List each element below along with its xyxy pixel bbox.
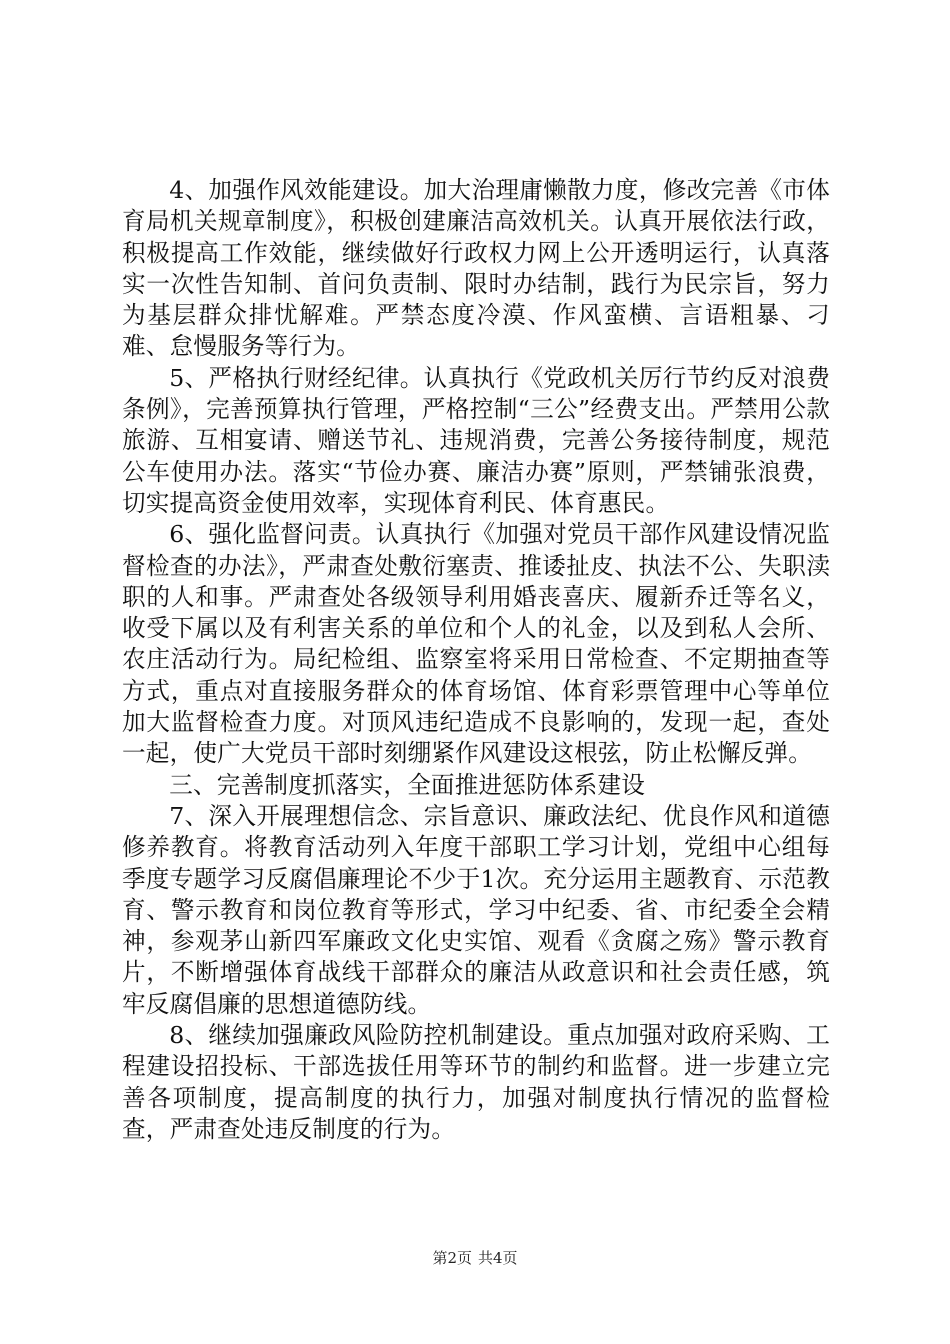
section-heading-3: 三、完善制度抓落实，全面推进惩防体系建设 — [169, 770, 646, 799]
paragraph-item-5: 5、严格执行财经纪律。认真执行《党政机关厉行节约反对浪费条例》，完善预算执行管理，严格控制“三公”经费支出。严禁用公款旅游、互相宴请、赠送节礼、违规消费，完善公务接待制度，规范公车使用办法。落实“节俭办赛、廉洁办赛”原则，严禁铺张浪费，切实提高资金使用效率，实现体育利民、体育惠民。 — [122, 363, 830, 517]
page-footer — [0, 1248, 950, 1268]
page-number-current: 第2页 — [432, 1249, 472, 1267]
page-number-total: 共4页 — [478, 1249, 518, 1267]
paragraph-item-4: 4、加强作风效能建设。加大治理庸懒散力度，修改完善《市体育局机关规章制度》，积极创建廉洁高效机关。认真开展依法行政，积极提高工作效能，继续做好行政权力网上公开透明运行，认真落实一次性告知制、首问负责制、限时办结制，践行为民宗旨，努力为基层群众排忧解难。严禁态度冷漠、作风蛮横、言语粗暴、刁难、怠慢服务等行为。 — [122, 176, 830, 361]
paragraph-item-7: 7、深入开展理想信念、宗旨意识、廉政法纪、优良作风和道德修养教育。将教育活动列入年度干部职工学习计划，党组中心组每季度专题学习反腐倡廉理论不少于1次。充分运用主题教育、示范教育、警示教育和岗位教育等形式，学习中纪委、省、市纪委全会精神，参观茅山新四军廉政文化史实馆、观看《贪腐之殇》警示教育片，不断增强体育战线干部群众的廉洁从政意识和社会责任感，筑牢反腐倡廉的思想道德防线。 — [122, 801, 830, 1018]
document-body — [122, 175, 830, 1145]
paragraph-item-8: 8、继续加强廉政风险防控机制建设。重点加强对政府采购、工程建设招投标、干部选拔任用等环节的制约和监督。进一步建立完善各项制度，提高制度的执行力，加强对制度执行情况的监督检查，严肃查处违反制度的行为。 — [122, 1021, 830, 1143]
paragraph-item-6: 6、强化监督问责。认真执行《加强对党员干部作风建设情况监督检查的办法》，严肃查处敷衍塞责、推诿扯皮、执法不公、失职渎职的人和事。严肃查处各级领导利用婚丧喜庆、履新乔迁等名义，收受下属以及有利害关系的单位和个人的礼金，以及到私人会所、农庄活动行为。局纪检组、监察室将采用日常检查、不定期抽查等方式，重点对直接服务群众的体育场馆、体育彩票管理中心等单位加大监督检查力度。对顶风违纪造成不良影响的，发现一起，查处一起，使广大党员干部时刻绷紧作风建设这根弦，防止松懈反弹。 — [122, 520, 830, 768]
